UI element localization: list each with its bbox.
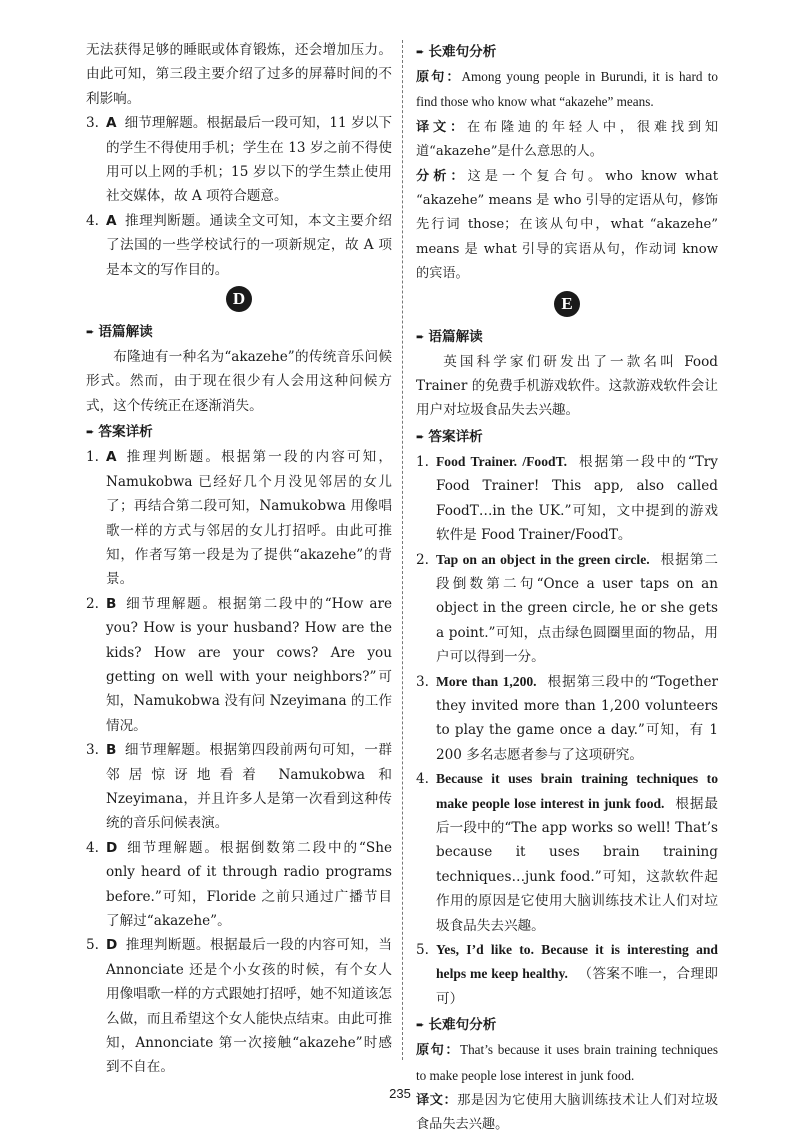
d-translation: 译文：在布隆迪的年轻人中，很难找到知道“akazehe”是什么意思的人。	[416, 119, 719, 160]
answer-item	[86, 445, 392, 591]
column-divider	[402, 40, 403, 1060]
arrow-icon: ➨	[416, 1020, 425, 1032]
answer-item	[416, 450, 718, 548]
item-answer: Yes, I’d like to. Because it is interesting and helps me keep healthy.	[436, 942, 718, 982]
item-explanation: 细节理解题。根据第二段中的“How are you? How is your husband? How are the kids? How are your cows? Are you getting on well with your neighbors?”可知，Namukobwa 没有问 Nzeyimana 的工作情况。	[106, 595, 392, 734]
arrow-icon: ➨	[86, 327, 95, 339]
arrow-icon: ➨	[416, 331, 425, 343]
item-explanation: 推理判断题。根据第一段的内容可知，Namukobwa 已经好几个月没见邻居的女儿了；再结合第二段可知，Namukobwa 用像唱歌一样的方式与邻居的女儿打招呼。由此可推知，作者写第一段是为了提供“akazehe”的背景。	[106, 449, 392, 588]
item-explanation: 细节理解题。根据倒数第二段中的“She only heard of it through radio programs before.”可知，Floride 之前只通过广播节目了解过“akazehe”。	[106, 839, 392, 929]
section-d-badge: D	[226, 286, 252, 312]
d-interpretation-heading: ➨ 语篇解读	[86, 320, 392, 345]
e-answers-heading: ➨ 答案详析	[416, 425, 718, 450]
item-answer: A	[106, 212, 117, 229]
item-number: 2.	[416, 551, 429, 568]
answer-item	[86, 738, 392, 836]
item-answer: Food Trainer. /FoodT.	[436, 453, 568, 469]
item-explanation: 推理判断题。根据最后一段的内容可知，当 Annonciate 还是个小女孩的时候，有个女人用像唱歌一样的方式跟她打招呼，她不知道该怎么做，而且希望这个女人能快点结束。由此可推知，Annonciate 第一次接触“akazehe”时感到不自在。	[106, 937, 392, 1076]
c-answers-list	[86, 111, 392, 282]
item-answer: B	[106, 742, 117, 759]
item-explanation: 细节理解题。根据第四段前两句可知，一群邻居惊讶地看着 Namukobwa 和 Nzeyimana，并且许多人是第一次看到这种传统的音乐问候表演。	[106, 742, 392, 832]
item-number: 2.	[86, 595, 99, 612]
right-column	[416, 38, 718, 1138]
e-interpretation-text: 英国科学家们研发出了一款名叫 Food Trainer 的免费手机游戏软件。这款游戏软件会让用户对垃圾食品失去兴趣。	[416, 353, 718, 419]
answer-item	[416, 767, 718, 938]
arrow-icon: ➨	[416, 47, 425, 58]
item-answer: A	[106, 449, 117, 466]
e-interpretation-heading: ➨ 语篇解读	[416, 325, 718, 350]
d-analysis: 分析：这是一个复合句。who know what “akazehe” means 是 who 引导的定语从句，修饰先行词 those；在该从句中，what “akazehe” means 是 what 引导的宾语从句，作动词 know 的宾语。	[416, 168, 719, 282]
answer-item	[416, 938, 718, 1011]
item-number: 5.	[86, 937, 99, 954]
left-column	[86, 38, 392, 1080]
arrow-icon: ➨	[86, 427, 95, 439]
item-answer: Because it uses brain training techniques to make people lose interest in junk food.	[436, 771, 718, 811]
item-number: 4.	[416, 771, 429, 788]
item-number: 1.	[416, 453, 429, 470]
item-number: 4.	[86, 839, 99, 856]
item-number: 3.	[416, 673, 429, 690]
item-number: 1.	[86, 449, 99, 466]
d-long-sentence-heading: ➨ 长难句分析	[416, 40, 718, 65]
item-answer: Tap on an object in the green circle.	[436, 551, 650, 567]
item-number: 5.	[416, 942, 429, 958]
d-answers-list	[86, 445, 392, 1080]
answer-item	[86, 111, 392, 209]
answer-item	[86, 836, 392, 934]
e-translation: 译文：那是因为它使用大脑训练技术让人们对垃圾食品失去兴趣。	[416, 1093, 719, 1133]
item-explanation: （答案不唯一，合理即可）	[436, 966, 718, 1007]
d-original-sentence: 原句：Among young people in Burundi, it is hard to find those who know what “akazehe” means.	[416, 69, 719, 110]
item-number: 3.	[86, 742, 99, 759]
item-number: 3.	[86, 115, 99, 132]
item-answer: More than 1,200.	[436, 673, 537, 689]
item-explanation: 根据第一段中的“Try Food Trainer! This app, also called FoodT…in the UK.”可知，文中提到的游戏软件是 Food Trainer/FoodT。	[436, 453, 718, 544]
answer-item	[416, 670, 718, 768]
item-answer: B	[106, 595, 117, 612]
item-explanation: 根据第二段倒数第二句“Once a user taps on an object in the green circle, he or she gets a point.”可知，点击绿色圆圈里面的物品，用户可以得到一分。	[436, 551, 718, 666]
item-answer: D	[106, 937, 118, 954]
section-e-badge: E	[554, 291, 580, 317]
item-answer: A	[106, 115, 117, 132]
answer-item	[416, 548, 718, 670]
item-explanation: 根据第三段中的“Together they invited more than 1,200 volunteers to play the game once a day.”可知，有 1 200 多名志愿者参与了这项研究。	[436, 673, 718, 763]
item-explanation: 根据最后一段中的“The app works so well! That’s because it uses brain training techniques…junk food.”可知，这款软件起作用的原因是它使用大脑训练技术让人们对垃圾食品失去兴趣。	[436, 795, 718, 934]
item-answer: D	[106, 839, 118, 856]
section-e-marker	[416, 287, 718, 323]
answer-item	[86, 209, 392, 282]
answer-item	[86, 592, 392, 738]
page-number: 235	[389, 1086, 411, 1101]
e-answers-list	[416, 450, 718, 1011]
answer-item	[86, 933, 392, 1079]
item-explanation: 推理判断题。通读全文可知，本文主要介绍了法国的一些学校试行的一项新规定，故 A 项是本文的写作目的。	[106, 212, 392, 278]
section-d-marker	[86, 282, 392, 318]
arrow-icon: ➨	[416, 431, 425, 443]
item-explanation: 细节理解题。根据最后一段可知，11 岁以下的学生不得使用手机；学生在 13 岁之前不得使用可以上网的手机；15 岁以下的学生禁止使用社交媒体，故 A 项符合题意。	[106, 115, 392, 205]
e-long-sentence-heading: ➨ 长难句分析	[416, 1013, 718, 1038]
e-original-sentence: 原句：That’s because it uses brain training techniques to make people lose interest in junk food.	[416, 1042, 718, 1083]
item-number: 4.	[86, 212, 99, 229]
d-interpretation-text: 布隆迪有一种名为“akazehe”的传统音乐问候形式。然而，由于现在很少有人会用这种问候方式，这个传统正在逐渐消失。	[86, 349, 392, 414]
intro-paragraph: 无法获得足够的睡眠或体育锻炼，还会增加压力。由此可知，第三段主要介绍了过多的屏幕时间的不利影响。	[86, 42, 392, 107]
d-answers-heading: ➨ 答案详析	[86, 420, 392, 445]
